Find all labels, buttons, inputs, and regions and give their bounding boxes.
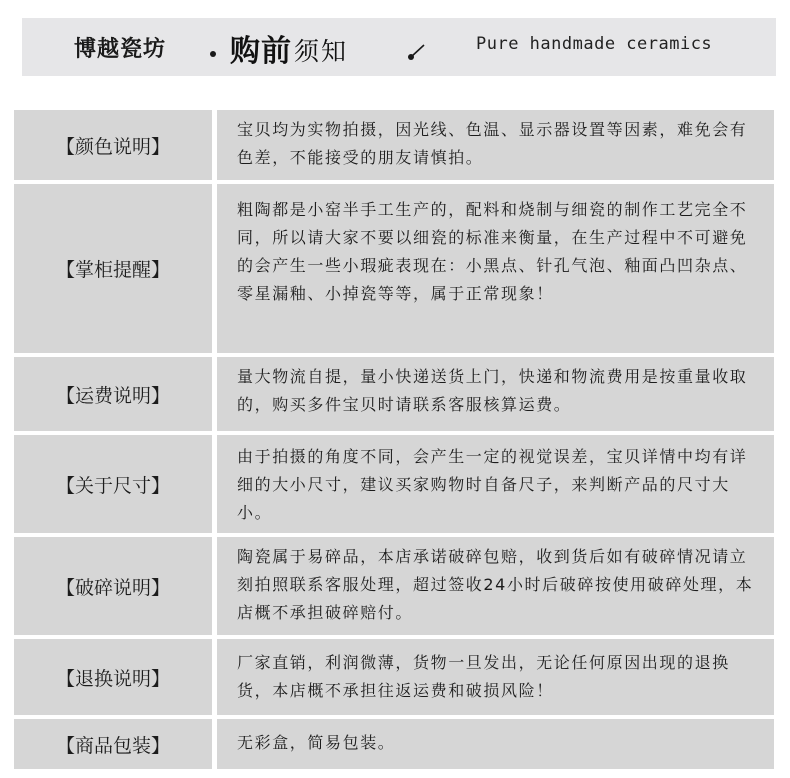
row-content: 无彩盒，简易包装。 [217, 719, 774, 769]
row-label: 【关于尺寸】 [14, 435, 212, 533]
table-row [14, 435, 774, 533]
row-label: 【运费说明】 [14, 357, 212, 431]
row-content: 陶瓷属于易碎品，本店承诺破碎包赔，收到货后如有破碎情况请立刻拍照联系客服处理，超过签收24小时后破碎按使用破碎处理，本店概不承担破碎赔付。 [217, 537, 774, 635]
table-row [14, 184, 774, 353]
header-banner [22, 18, 776, 76]
row-content: 量大物流自提，量小快递送货上门，快递和物流费用是按重量收取的，购买多件宝贝时请联系客服核算运费。 [217, 357, 774, 431]
table-row [14, 639, 774, 715]
row-content: 厂家直销，利润微薄，货物一旦发出，无论任何原因出现的退换货，本店概不承担往返运费和破损风险！ [217, 639, 774, 715]
row-content: 粗陶都是小窑半手工生产的，配料和烧制与细瓷的制作工艺完全不同，所以请大家不要以细瓷的标准来衡量，在生产过程中不可避免的会产生一些小瑕疵表现在：小黑点、针孔气泡、釉面凸凹杂点、零星漏釉、小掉瓷等等，属于正常现象！ [217, 184, 774, 353]
row-content: 宝贝均为实物拍摄，因光线、色温、显示器设置等因素，难免会有色差，不能接受的朋友请慎拍。 [217, 110, 774, 180]
decorative-dot-icon [210, 51, 216, 57]
english-tagline: Pure handmade ceramics [476, 34, 713, 54]
table-row [14, 719, 774, 769]
pen-nib-icon [404, 42, 426, 64]
row-label: 【掌柜提醒】 [14, 184, 212, 353]
row-label: 【退换说明】 [14, 639, 212, 715]
row-label: 【颜色说明】 [14, 110, 212, 180]
table-row [14, 357, 774, 431]
page-subtitle: 须知 [294, 37, 349, 66]
page-title: 购前 [230, 34, 292, 69]
row-label: 【破碎说明】 [14, 537, 212, 635]
brand-name: 博越瓷坊 [74, 36, 167, 62]
table-row [14, 537, 774, 635]
row-label: 【商品包装】 [14, 719, 212, 769]
table-row [14, 110, 774, 180]
row-content: 由于拍摄的角度不同，会产生一定的视觉误差，宝贝详情中均有详细的大小尺寸，建议买家购物时自备尺子，来判断产品的尺寸大小。 [217, 435, 774, 533]
